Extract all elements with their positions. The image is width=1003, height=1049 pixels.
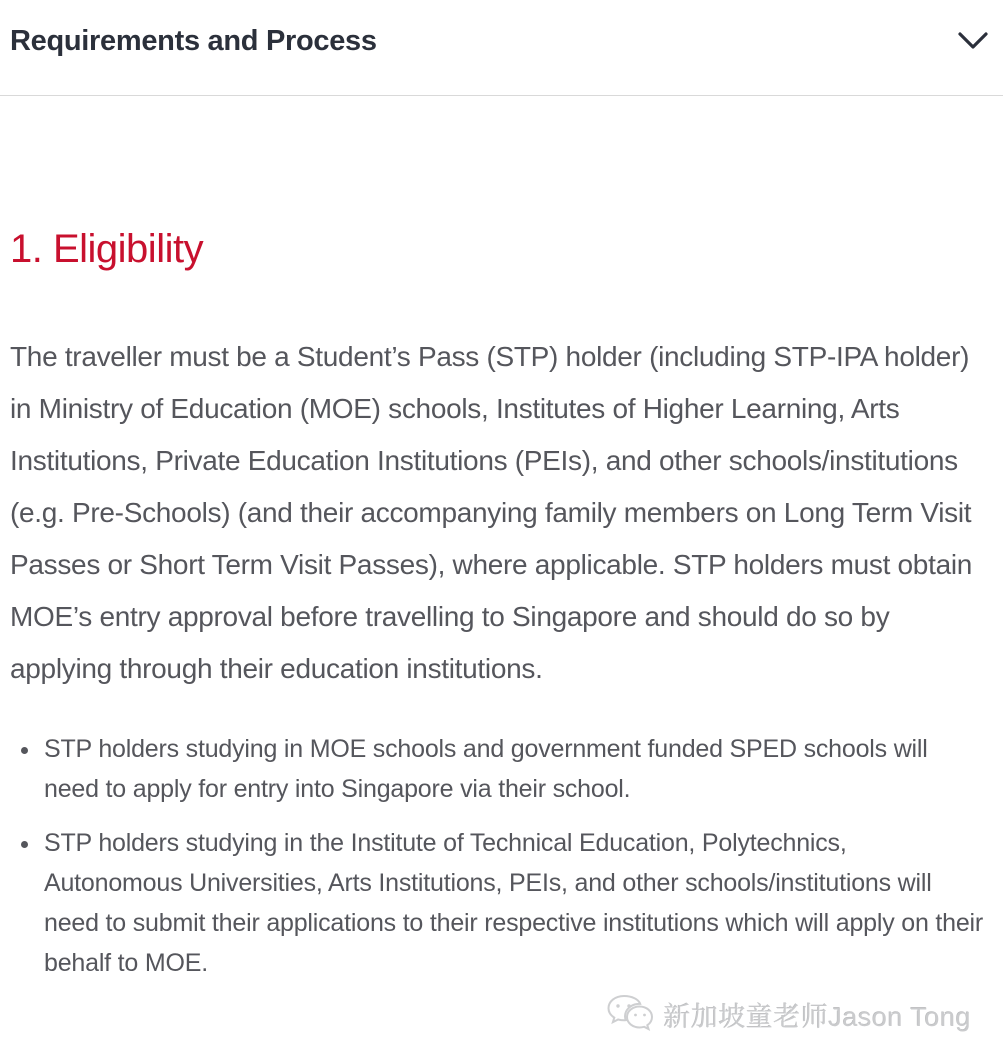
accordion-panel-content xyxy=(0,227,1003,983)
accordion-title: Requirements and Process xyxy=(10,25,377,57)
eligibility-bullet-list xyxy=(10,729,985,983)
watermark-text: 新加坡童老师Jason Tong xyxy=(663,1001,971,1032)
accordion-header-requirements-and-process[interactable] xyxy=(0,0,1003,96)
watermark xyxy=(605,993,971,1035)
section-heading-eligibility: 1. Eligibility xyxy=(10,227,204,271)
eligibility-paragraph: The traveller must be a Student’s Pass (STP) holder (including STP-IPA holder) in Ministry of Education (MOE) schools, Institutes of Higher Learning, Arts Institutions, Private Education Institutions (PEIs), and other schools/institutions (e.g. Pre-Schools) (and their accompanying family members on Long Term Visit Passes or Short Term Visit Passes), where applicable. STP holders must obtain MOE’s entry approval before travelling to Singapore and should do so by applying through their education institutions. xyxy=(10,341,973,684)
chevron-down-icon[interactable] xyxy=(957,31,989,51)
wechat-icon xyxy=(605,993,655,1035)
bullet-item-ite-polytechnics: • STP holders studying in the Institute of Technical Education, Polytechnics, Autonomous Universities, Arts Institutions, PEIs, and other schools/institutions will need to submit their applications to their respective institutions which will apply on their behalf to MOE. xyxy=(41,823,985,983)
bullet-item-moe-schools: • STP holders studying in MOE schools and government funded SPED schools will need to apply for entry into Singapore via their school. xyxy=(41,729,985,809)
